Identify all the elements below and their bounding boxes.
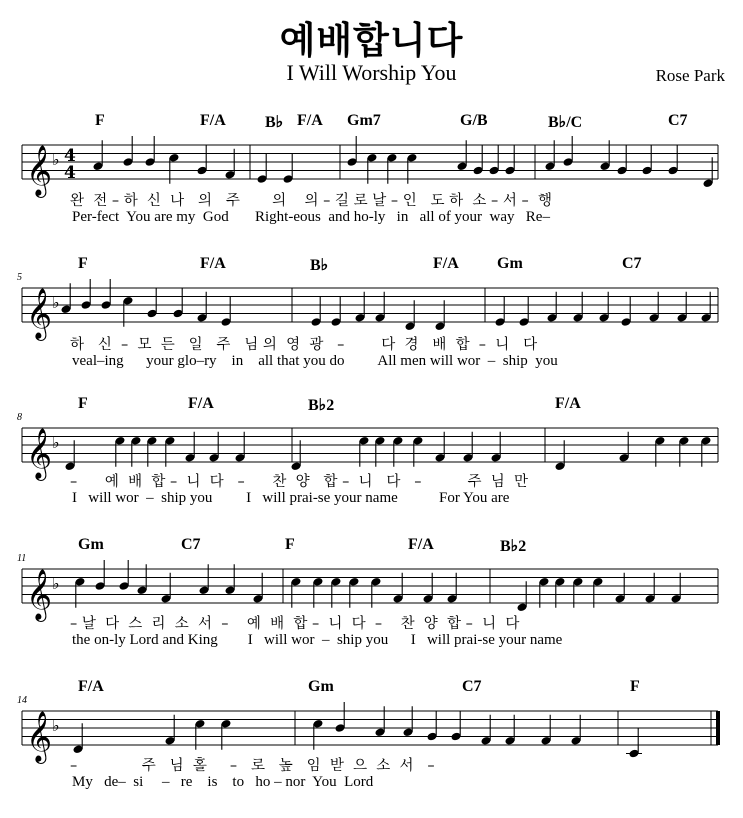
measure-number: 8 [17,412,22,423]
treble-clef-icon: 𝄞 [26,145,53,196]
treble-clef-icon: 𝄞 [26,428,53,479]
song-title: 예배합니다 [279,19,464,62]
chord-symbol: B♭2 [308,397,335,414]
chord-symbol: F/A [433,255,459,272]
measure-number: 11 [17,553,27,564]
chord-symbol: B♭ [310,257,329,274]
korean-lyrics: 완 전 – 하 신 나 의 주 의 의 – 길 로 날 – 인 도 하 소 – 서 – 행 [70,193,552,209]
chord-symbol: B♭ [265,114,284,131]
chord-symbol: F [285,536,295,553]
time-signature: 4 [64,146,76,167]
chord-symbol: Gm [78,536,104,553]
chord-symbol: Gm7 [347,112,381,129]
staff [0,112,743,252]
english-lyrics: veal–ing your glo–ry in all that you do All men will wor – ship you [72,353,558,369]
chord-symbol: F/A [555,395,581,412]
staff [0,536,743,676]
english-lyrics: I will wor – ship you I will prai-se your name For You are [72,490,510,506]
flat-icon: ♭ [52,716,60,735]
korean-lyrics: – 날 다 스 리 소 서 – 예 배 합 – 니 다 – 찬 양 합 – 니 다 [70,616,520,632]
chord-symbol: F/A [78,678,104,695]
korean-lyrics: 하 신 – 모 든 일 주 님 의 영 광 – 다 경 배 합 – 니 다 [70,337,538,353]
treble-clef-icon: 𝄞 [26,711,53,762]
korean-lyrics: – 주 님 홀 – 로 높 임 받 으 소 서 – [70,758,435,774]
chord-symbol: C7 [181,536,201,553]
chord-symbol: C7 [462,678,482,695]
staff [0,678,743,818]
staff-system [0,255,743,395]
chord-symbol: F/A [188,395,214,412]
korean-lyrics: – 예 배 합 – 니 다 – 찬 양 합 – 니 다 – 주 님 만 [70,474,529,490]
measure-number: 5 [17,272,22,283]
measure-number: 14 [17,695,27,706]
chord-symbol: G/B [460,112,488,129]
staff-system [0,536,743,676]
english-lyrics: Per-fect You are my God Right-eous and ho-ly in all of your way Re– [72,209,550,225]
staff [0,255,743,395]
staff [0,395,743,535]
composer: Rose Park [655,66,725,85]
time-signature: 4 [64,163,76,184]
staff-system [0,678,743,818]
staff-system [0,112,743,252]
flat-icon: ♭ [52,150,60,169]
chord-symbol: B♭2 [500,538,527,555]
chord-symbol: F [630,678,640,695]
flat-icon: ♭ [52,433,60,452]
staff-system [0,395,743,535]
chord-symbol: Gm [497,255,523,272]
chord-symbol: B♭/C [548,114,583,131]
chord-symbol: Gm [308,678,334,695]
english-lyrics: the on-ly Lord and King I will wor – ship you I will prai-se your name [72,632,563,648]
song-subtitle: I Will Worship You [286,60,457,85]
flat-icon: ♭ [52,293,60,312]
treble-clef-icon: 𝄞 [26,288,53,339]
treble-clef-icon: 𝄞 [26,569,53,620]
chord-symbol: F [78,255,88,272]
english-lyrics: My de– si – re is to ho – nor You Lord [72,774,374,790]
chord-symbol: C7 [622,255,642,272]
chord-symbol: F/A [297,112,323,129]
chord-symbol: F [78,395,88,412]
chord-symbol: F/A [408,536,434,553]
chord-symbol: F/A [200,255,226,272]
chord-symbol: F [95,112,105,129]
chord-symbol: C7 [668,112,688,129]
chord-symbol: F/A [200,112,226,129]
flat-icon: ♭ [52,574,60,593]
